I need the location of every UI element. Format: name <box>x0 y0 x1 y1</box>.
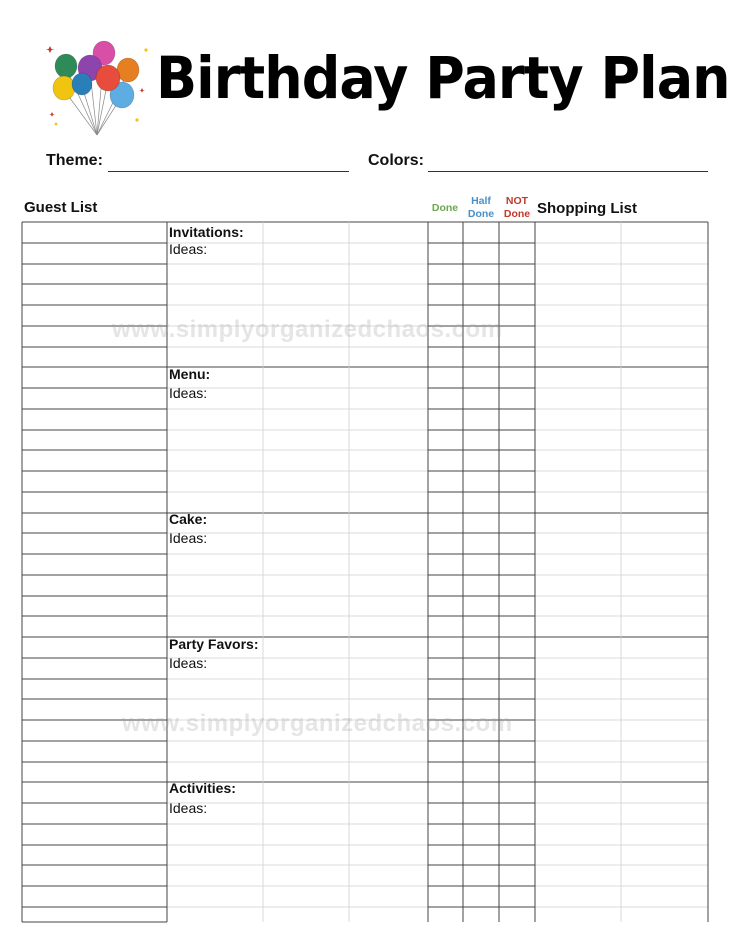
theme-label: Theme: <box>46 152 103 169</box>
section-ideas-menu: Ideas: <box>169 385 208 401</box>
section-title-party-favors: Party Favors: <box>169 636 259 652</box>
guest-list-heading: Guest List <box>24 199 98 216</box>
section-ideas-party-favors: Ideas: <box>169 655 208 671</box>
section-title-cake: Cake: <box>169 511 208 527</box>
half-done-heading-line1: Half <box>471 195 491 207</box>
section-ideas-activities: Ideas: <box>169 800 208 816</box>
half-done-heading-line2: Done <box>467 208 495 220</box>
section-ideas-invitations: Ideas: <box>169 241 208 257</box>
not-done-heading-line1: NOT <box>505 195 529 207</box>
section-ideas-cake: Ideas: <box>169 530 208 546</box>
section-title-menu: Menu: <box>169 366 211 382</box>
not-done-heading-line2: Done <box>503 208 531 220</box>
section-title-invitations: Invitations: <box>169 224 244 240</box>
done-heading: Done <box>431 202 459 214</box>
colors-label: Colors: <box>368 152 424 169</box>
shopping-list-heading: Shopping List <box>537 200 637 217</box>
watermark: www.simplyorganizedchaos.com <box>112 316 503 343</box>
page-title: Birthday Party Plan <box>156 44 730 112</box>
watermark: www.simplyorganizedchaos.com <box>122 710 513 737</box>
section-title-activities: Activities: <box>169 780 236 796</box>
